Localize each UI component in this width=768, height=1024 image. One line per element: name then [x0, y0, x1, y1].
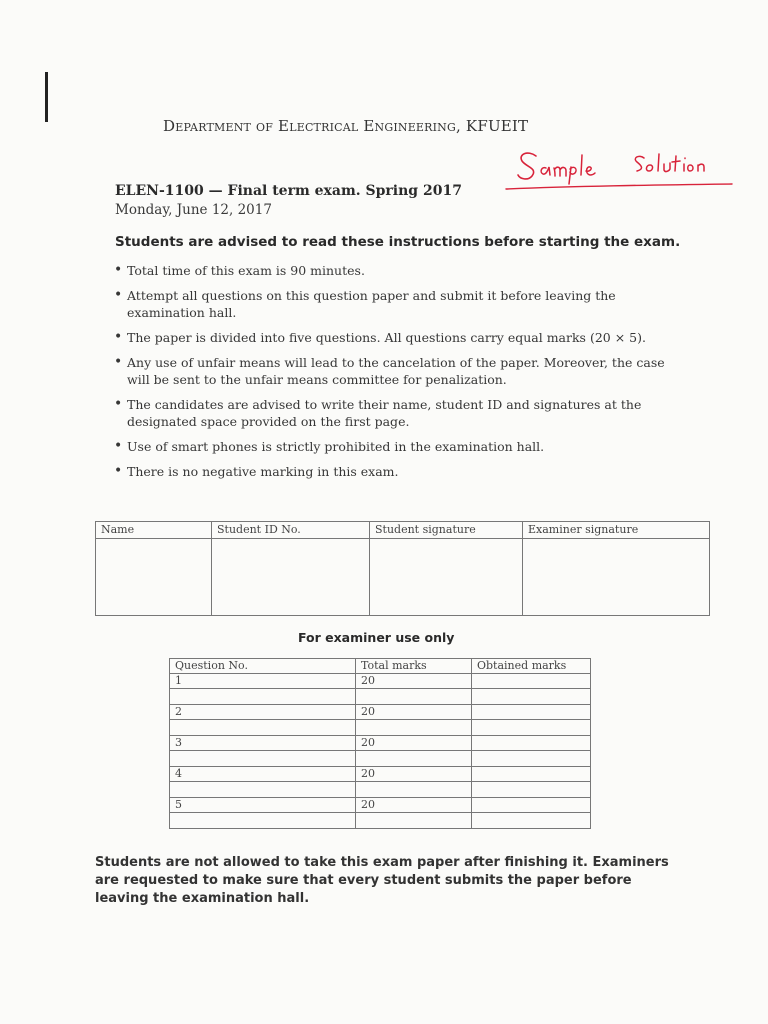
instruction-item: • Any use of unfair means will lead to the cancelation of the paper. Moreover, the case will be sent to the unfair means committee for penalization. [112, 354, 672, 388]
table-row-spacer [170, 689, 591, 705]
name-header: Name [96, 522, 212, 539]
examiner-signature-field[interactable] [523, 539, 710, 616]
question-number: 5 [170, 798, 356, 813]
instructions-list [112, 262, 672, 488]
student-signature-field[interactable] [370, 539, 523, 616]
table-row-spacer [170, 720, 591, 736]
instruction-item: • There is no negative marking in this exam. [112, 463, 672, 480]
exam-date: Monday, June 12, 2017 [115, 202, 272, 218]
table-row-spacer [170, 751, 591, 767]
question-number: 1 [170, 674, 356, 689]
instruction-item: • Total time of this exam is 90 minutes. [112, 262, 672, 279]
handwritten-sample-solution [504, 140, 734, 200]
table-row [170, 798, 591, 813]
student-info-table [95, 521, 710, 616]
footer-note: Students are not allowed to take this exam paper after finishing it. Examiners are requested to make sure that every student submits the paper before leaving the examination hall. [95, 855, 669, 906]
table-row [170, 705, 591, 720]
obtained-marks-header: Obtained marks [472, 659, 591, 674]
name-field[interactable] [96, 539, 212, 616]
question-no-header: Question No. [170, 659, 356, 674]
obtained-marks[interactable] [472, 674, 591, 689]
instruction-item: • Use of smart phones is strictly prohibited in the examination hall. [112, 438, 672, 455]
obtained-marks[interactable] [472, 705, 591, 720]
total-marks: 20 [356, 798, 472, 813]
table-row [170, 767, 591, 782]
table-row [170, 736, 591, 751]
instruction-item: • The candidates are advised to write their name, student ID and signatures at the designated space provided on the first page. [112, 396, 672, 430]
examiner-signature-header: Examiner signature [523, 522, 710, 539]
obtained-marks[interactable] [472, 767, 591, 782]
total-marks: 20 [356, 674, 472, 689]
total-marks: 20 [356, 736, 472, 751]
marks-table [169, 658, 591, 829]
student-signature-header: Student signature [370, 522, 523, 539]
obtained-marks[interactable] [472, 798, 591, 813]
department-header: Department of Electrical Engineering, KFUEIT [163, 117, 529, 135]
instruction-item: • Attempt all questions on this question paper and submit it before leaving the examination hall. [112, 287, 672, 321]
obtained-marks[interactable] [472, 736, 591, 751]
course-title: ELEN-1100 — Final term exam. Spring 2017 [115, 183, 462, 199]
total-marks: 20 [356, 767, 472, 782]
table-row-spacer [170, 813, 591, 829]
question-number: 4 [170, 767, 356, 782]
table-row [170, 674, 591, 689]
total-marks-header: Total marks [356, 659, 472, 674]
question-number: 3 [170, 736, 356, 751]
examiner-heading: For examiner use only [298, 630, 455, 645]
question-number: 2 [170, 705, 356, 720]
margin-mark [45, 72, 48, 122]
instructions-heading: Students are advised to read these instructions before starting the exam. [115, 234, 681, 250]
total-marks: 20 [356, 705, 472, 720]
instruction-item: • The paper is divided into five questions. All questions carry equal marks (20 × 5). [112, 329, 672, 346]
student-id-field[interactable] [212, 539, 370, 616]
table-row-spacer [170, 782, 591, 798]
student-id-header: Student ID No. [212, 522, 370, 539]
